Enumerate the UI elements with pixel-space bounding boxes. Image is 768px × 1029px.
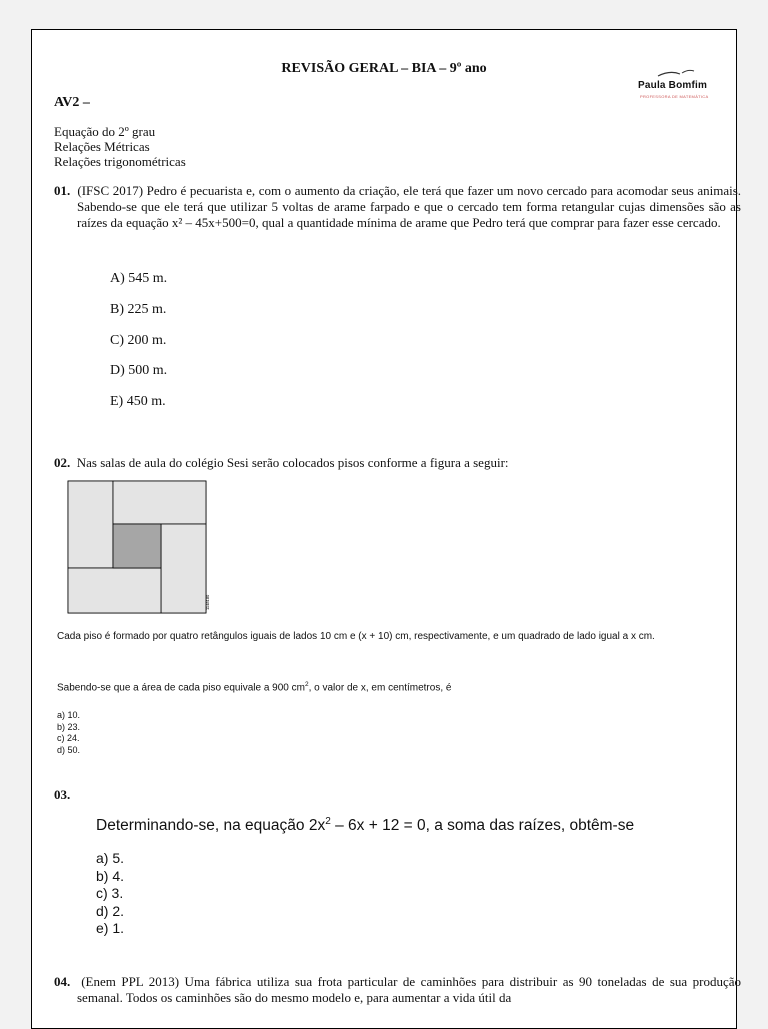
floor-tile-figure	[67, 480, 210, 614]
question-number: 02.	[54, 455, 71, 470]
tile-rectangle-right	[161, 524, 206, 613]
tile-rectangle-bottom	[68, 568, 161, 613]
logo-subtitle: PROFESSORA DE MATEMÁTICA	[640, 94, 709, 99]
topic-list	[54, 124, 186, 169]
question-4	[54, 974, 741, 1006]
question-text: (IFSC 2017) Pedro é pecuarista e, com o aumento da criação, ele terá que fazer um novo cercado para acomodar seus animais. Sabendo-se que ele terá que utilizar 5 voltas de arame farpado e que o cercado tem forma retangular cujas dimensões são as raízes da equação x² – 45x+500=0, qual a quantidade mínima de arame que Pedro terá que comprar para fazer esse cercado.	[77, 183, 742, 230]
prompt-text: Sabendo-se que a área de cada piso equivale a 900 cm	[57, 682, 305, 694]
question-2	[54, 455, 718, 471]
stem-text: Determinando-se, na equação 2x	[96, 817, 326, 835]
document-page	[31, 29, 742, 1029]
center-square	[113, 524, 161, 568]
option-c: c) 24.	[57, 733, 80, 743]
stem-superscript: 2	[325, 816, 331, 827]
option-c: c) 3.	[96, 885, 124, 901]
question-number: 01.	[54, 183, 71, 198]
figure-code: 1148180	[205, 594, 210, 610]
question-2-options	[57, 710, 80, 756]
topic-item: Relações trigonométricas	[54, 154, 186, 169]
option-a: a) 5.	[96, 850, 125, 866]
page-title: REVISÃO GERAL – BIA – 9º ano	[281, 61, 487, 76]
logo	[638, 68, 718, 104]
question-2-statement: Cada piso é formado por quatro retângulos iguais de lados 10 cm e (x + 10) cm, respectivamente, e um quadrado de lado igual a x cm.	[57, 631, 655, 642]
option-a: a) 10.	[57, 710, 81, 720]
question-3-number: 03.	[54, 787, 71, 802]
tile-rectangle-top	[113, 481, 206, 524]
question-text: (Enem PPL 2013) Uma fábrica utiliza sua frota particular de caminhões para distribuir as 90 toneladas de sua produção semanal. Todos os caminhões são do mesmo modelo e, para aumentar a vida útil da	[77, 974, 742, 1005]
logo-swoosh-icon	[656, 68, 696, 78]
question-3-options	[96, 850, 124, 938]
option-e: e) 1.	[96, 920, 125, 936]
option-d: d) 2.	[96, 902, 125, 919]
tile-rectangle-left	[68, 481, 113, 568]
prompt-superscript: 2	[304, 681, 309, 688]
av-label: AV2 –	[54, 95, 90, 110]
question-3-stem	[96, 816, 634, 835]
question-2-prompt	[57, 677, 451, 695]
question-1	[54, 183, 741, 231]
option-e: E) 450 m.	[110, 394, 166, 409]
option-c: C) 200 m.	[110, 333, 167, 348]
option-b: b) 4.	[96, 867, 125, 884]
option-b: b) 23.	[57, 721, 81, 732]
option-a: A) 545 m.	[110, 271, 168, 286]
topic-item: Equação do 2º grau	[54, 124, 156, 139]
prompt-text-end: , o valor de x, em centímetros, é	[308, 682, 452, 694]
option-d: D) 500 m.	[110, 363, 168, 378]
logo-name: Paula Bomfim	[638, 80, 708, 91]
stem-text-end: – 6x + 12 = 0, a soma das raízes, obtêm-se	[330, 817, 635, 835]
topic-item: Relações Métricas	[54, 139, 150, 154]
question-text: Nas salas de aula do colégio Sesi serão colocados pisos conforme a figura a seguir:	[76, 455, 509, 470]
option-b: B) 225 m.	[110, 302, 167, 317]
question-number: 04.	[54, 974, 71, 989]
option-d: d) 50.	[57, 744, 81, 755]
